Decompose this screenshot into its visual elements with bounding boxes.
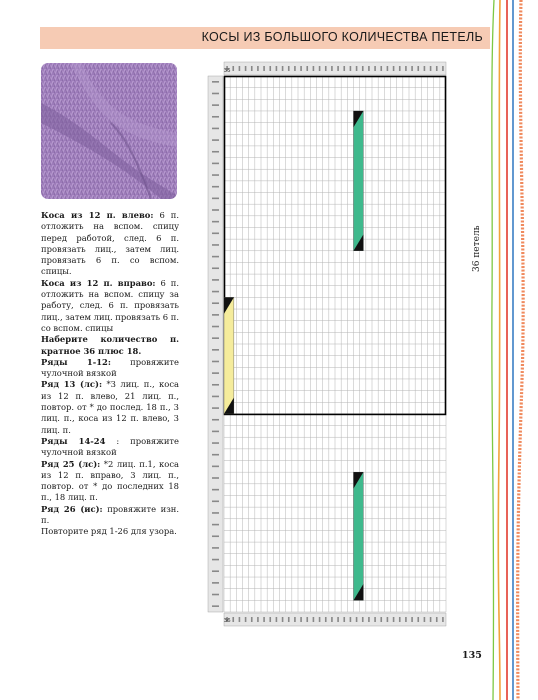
top-number-tick (306, 66, 308, 71)
row-number-tick (212, 267, 219, 269)
top-number-tick (362, 66, 364, 71)
instruction-heading: Ряд 26 (ис): (41, 503, 103, 514)
top-number-tick (313, 66, 315, 71)
bottom-number-tick (251, 617, 253, 622)
row-number-tick (212, 547, 219, 549)
bottom-number-tick (405, 617, 407, 622)
bottom-number-tick (313, 617, 315, 622)
instruction-heading: Ряд 25 (лс): (41, 458, 101, 469)
knitted-swatch-photo (41, 63, 177, 199)
instruction-heading: Коса из 12 п. влево: (41, 210, 154, 220)
row-number-tick (212, 559, 219, 561)
top-number-tick (442, 66, 444, 71)
bottom-number-tick (393, 617, 395, 622)
bottom-number-tick (282, 617, 284, 622)
bottom-number-tick (424, 617, 426, 622)
top-number-tick (424, 66, 426, 71)
top-number-tick (319, 66, 321, 71)
row-number-tick (212, 570, 219, 572)
row-number-tick (212, 442, 219, 444)
row-number-tick (212, 198, 219, 200)
bottom-number-tick (362, 617, 364, 622)
top-number-tick (325, 66, 327, 71)
row-number-tick (212, 151, 219, 153)
row-number-tick (212, 372, 219, 374)
bottom-number-tick (430, 617, 432, 622)
top-number-tick (331, 66, 333, 71)
top-number-tick (405, 66, 407, 71)
left-number-strip (208, 76, 223, 612)
instruction-paragraph (41, 379, 179, 435)
bottom-number-tick (276, 617, 278, 622)
row-number-tick (212, 361, 219, 363)
top-number-tick (263, 66, 265, 71)
instruction-heading: Ряд 13 (лс): (41, 379, 103, 390)
top-number-tick (337, 66, 339, 71)
row-number-tick (212, 163, 219, 165)
row-number-tick (212, 454, 219, 456)
top-number-tick (294, 66, 296, 71)
bottom-number-tick (319, 617, 321, 622)
row-number-tick (212, 314, 219, 316)
bottom-number-tick (325, 617, 327, 622)
top-number-tick (356, 66, 358, 71)
bottom-number-tick (387, 617, 389, 622)
row-number-tick (212, 174, 219, 176)
instruction-paragraph (41, 504, 179, 527)
row-number-tick (212, 279, 219, 281)
row-number-tick (212, 256, 219, 258)
page-number: 135 (462, 650, 482, 661)
bottom-number-tick (300, 617, 302, 622)
bottom-number-tick (350, 617, 352, 622)
row-number-tick (212, 384, 219, 386)
top-number-tick (399, 66, 401, 71)
top-number-tick (368, 66, 370, 71)
instruction-paragraph (41, 436, 179, 459)
bottom-number-tick (257, 617, 259, 622)
bottom-number-tick (331, 617, 333, 622)
bottom-number-tick (294, 617, 296, 622)
bottom-number-tick (263, 617, 265, 622)
right-cable (224, 297, 234, 414)
bottom-number-tick (399, 617, 401, 622)
row-number-tick (212, 81, 219, 83)
row-number-tick (212, 326, 219, 328)
top-number-tick (343, 66, 345, 71)
row-number-tick (212, 349, 219, 351)
decorative-yarn-lines (488, 0, 538, 700)
row-number-tick (212, 128, 219, 130)
bottom-number-tick (343, 617, 345, 622)
bottom-number-tick (239, 617, 241, 622)
row-number-tick (212, 302, 219, 304)
knitting-chart (206, 60, 460, 635)
row-number-tick (212, 104, 219, 106)
top-number-tick (350, 66, 352, 71)
instruction-body: : провяжите чулочной вязкой (41, 435, 179, 458)
row-number-tick (212, 93, 219, 95)
row-number-tick (212, 431, 219, 433)
top-number-tick (232, 66, 234, 71)
row-number-tick (212, 209, 219, 211)
top-column-number: 35 (223, 68, 231, 74)
instruction-body: Повторите ряд 1-26 для узора. (41, 526, 177, 537)
instruction-paragraph (41, 278, 179, 334)
bottom-number-tick (232, 617, 234, 622)
row-number-tick (212, 594, 219, 596)
row-number-tick (212, 337, 219, 339)
instruction-heading: Ряды 14-24 (41, 435, 106, 446)
bottom-number-tick (306, 617, 308, 622)
row-number-tick (212, 291, 219, 293)
row-number-tick (212, 419, 219, 421)
instruction-heading: Ряды 1-12: (41, 356, 111, 367)
row-number-tick (212, 186, 219, 188)
top-number-tick (380, 66, 382, 71)
row-number-tick (212, 512, 219, 514)
instruction-body: 6 п. отложить на вспом. спицу за работу, след. 6 п. провязать лиц., затем лиц. провязать 6 п. со вспом. спицы (41, 277, 179, 333)
instruction-paragraph (41, 210, 179, 278)
row-number-tick (212, 535, 219, 537)
top-number-tick (300, 66, 302, 71)
row-number-tick (212, 501, 219, 503)
instruction-body: 6 п. отложить на вспом. спицу перед работой, след. 6 п. провязать лиц., затем лиц. провязать 6 п. со вспом. спицы. (41, 210, 179, 277)
top-number-tick (276, 66, 278, 71)
bottom-number-tick (374, 617, 376, 622)
top-number-tick (393, 66, 395, 71)
row-number-tick (212, 221, 219, 223)
repeat-label: 36 петель (472, 225, 482, 272)
bottom-number-tick (245, 617, 247, 622)
instruction-body: провяжите чулочной вязкой (41, 356, 179, 379)
row-number-tick (212, 582, 219, 584)
top-number-tick (417, 66, 419, 71)
left-cable-lower (354, 472, 364, 600)
row-number-tick (212, 244, 219, 246)
bottom-number-tick (288, 617, 290, 622)
instruction-heading: Наберите количество п. кратное 36 плюс 18. (41, 334, 179, 356)
bottom-number-tick (269, 617, 271, 622)
bottom-number-tick (442, 617, 444, 622)
top-number-tick (269, 66, 271, 71)
top-number-tick (239, 66, 241, 71)
bottom-number-tick (411, 617, 413, 622)
instruction-paragraph (41, 459, 179, 504)
instruction-body: провяжите изн. п. (41, 503, 179, 526)
top-number-tick (430, 66, 432, 71)
row-number-tick (212, 116, 219, 118)
row-number-tick (212, 524, 219, 526)
top-number-tick (436, 66, 438, 71)
row-number-tick (212, 396, 219, 398)
top-number-tick (245, 66, 247, 71)
left-cable-upper (354, 111, 364, 251)
instruction-body: *3 лиц. п., коса из 12 п. влево, 21 лиц. п., повтор. от * до послед. 18 п., 3 лиц. п., коса из 12 п. влево, 3 лиц. п. (41, 379, 180, 435)
top-number-tick (282, 66, 284, 71)
bottom-number-tick (380, 617, 382, 622)
row-number-tick (212, 139, 219, 141)
row-number-tick (212, 477, 219, 479)
top-number-tick (251, 66, 253, 71)
row-number-tick (212, 407, 219, 409)
top-number-tick (387, 66, 389, 71)
top-number-tick (411, 66, 413, 71)
instruction-paragraph (41, 526, 179, 537)
row-number-tick (212, 233, 219, 235)
row-number-tick (212, 605, 219, 607)
bottom-number-tick (337, 617, 339, 622)
instruction-paragraph (41, 357, 179, 380)
bottom-column-number: 36 (223, 618, 231, 624)
top-number-tick (374, 66, 376, 71)
bottom-number-tick (368, 617, 370, 622)
bottom-number-tick (436, 617, 438, 622)
page-title: КОСЫ ИЗ БОЛЬШОГО КОЛИЧЕСТВА ПЕТЕЛЬ (201, 30, 483, 44)
row-number-tick (212, 466, 219, 468)
instruction-body: *2 лиц. п.1, коса из 12 п. вправо, 3 лиц. п., повтор. от * до последних 18 п., 18 лиц. п. (41, 458, 179, 503)
instruction-heading: Коса из 12 п. вправо: (41, 277, 156, 288)
instructions-text (41, 210, 179, 538)
bottom-number-tick (356, 617, 358, 622)
row-number-tick (212, 489, 219, 491)
top-number-tick (257, 66, 259, 71)
top-number-tick (288, 66, 290, 71)
bottom-number-tick (417, 617, 419, 622)
instruction-paragraph (41, 334, 179, 357)
